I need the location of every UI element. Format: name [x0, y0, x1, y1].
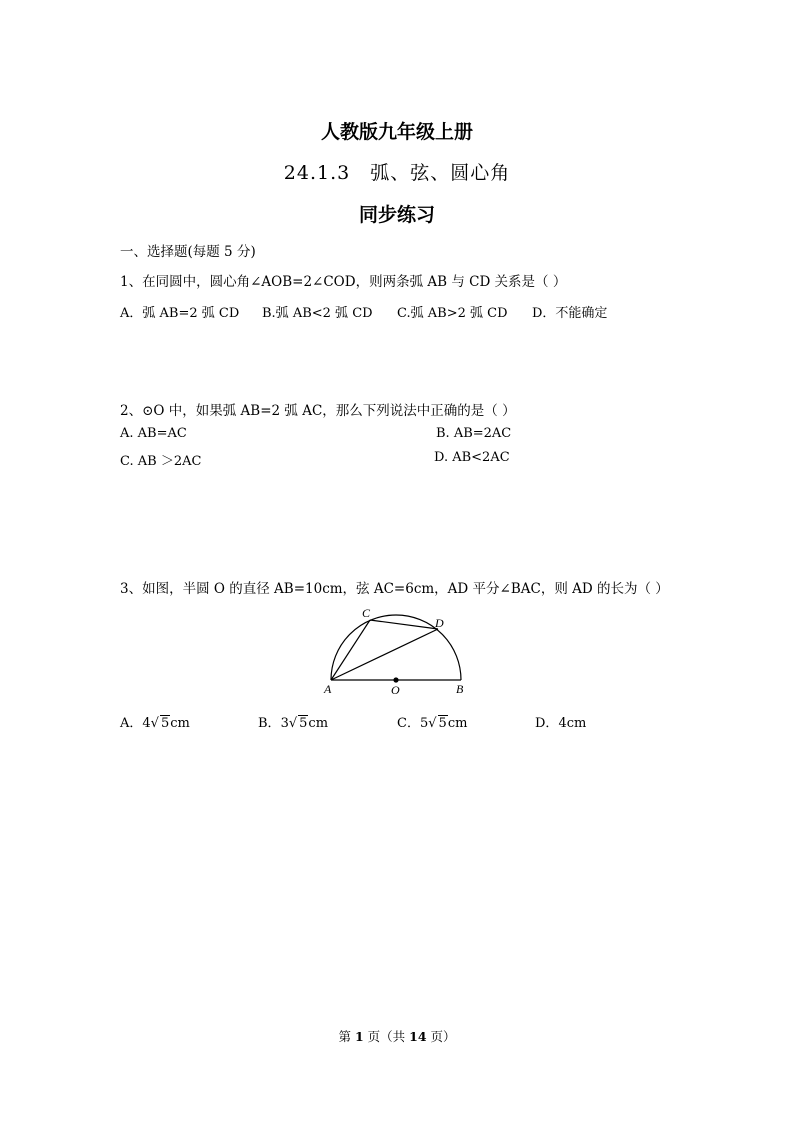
question-3-option-c: C．5√ 5cm: [397, 716, 468, 731]
question-2-text: 2、⊙O 中，如果弧 AB=2 弧 AC，那么下列说法中正确的是（ ）: [120, 403, 516, 419]
question-1-option-a: A．弧 AB=2 弧 CD: [120, 306, 240, 321]
label-d: D: [435, 616, 444, 630]
exercise-title: 同步练习: [358, 204, 435, 226]
question-3-option-a: A．4√ 5cm: [120, 716, 190, 731]
page-footer: 第 1 页（共 14 页）: [338, 1029, 456, 1044]
question-1-option-d: D．不能确定: [532, 306, 608, 321]
question-3-option-d: D．4cm: [535, 716, 587, 731]
label-c: C: [362, 606, 371, 620]
question-1-option-b: B.弧 AB<2 弧 CD: [262, 306, 373, 321]
question-3-text: 3、如图，半圆 O 的直径 AB=10cm，弦 AC=6cm，AD 平分∠BAC，则 AD 的长为（ ）: [120, 581, 669, 597]
question-2-option-c: C. AB ＞2AC: [120, 454, 202, 469]
section-heading: 一、选择题(每题 5 分): [120, 244, 256, 260]
semicircle-figure: [320, 600, 470, 700]
sqrt-symbol: √ 5: [428, 716, 447, 731]
question-2-option-a: A. AB=AC: [120, 426, 187, 441]
sqrt-symbol: √ 5: [288, 716, 308, 731]
label-b: B: [456, 682, 464, 696]
label-a: A: [324, 682, 332, 696]
label-o: O: [391, 683, 400, 697]
question-3-option-b: B．3√ 5cm: [258, 716, 329, 731]
sqrt-symbol: √ 5: [150, 716, 170, 731]
center-point: [393, 677, 398, 682]
question-2-option-b: B. AB=2AC: [436, 426, 512, 441]
lesson-title: 24.1.3 弧、弦、圆心角: [283, 162, 511, 184]
question-2-option-d: D. AB<2AC: [434, 450, 510, 465]
chord-cd: [370, 620, 438, 629]
document-title: 人教版九年级上册: [320, 121, 473, 143]
question-1-text: 1、在同圆中，圆心角∠AOB=2∠COD，则两条弧 AB 与 CD 关系是（ ）: [120, 274, 567, 290]
question-1-option-c: C.弧 AB>2 弧 CD: [397, 306, 508, 321]
